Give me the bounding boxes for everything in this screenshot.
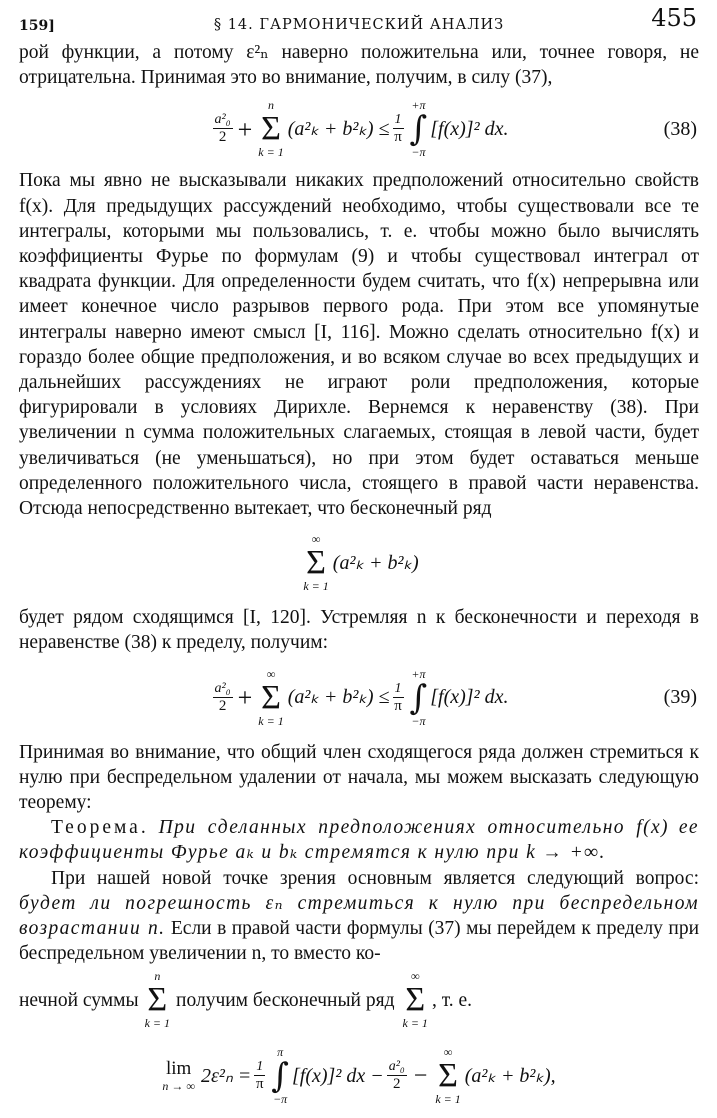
eq38-frac-pi: $\frac{1}{\pi}$ — [394, 112, 402, 146]
eq38-frac-a0: $\frac{\text{a²₀}}{2}$ — [214, 112, 231, 146]
header-title: § 14. ГАРМОНИЧЕСКИЙ АНАЛИЗ — [213, 17, 505, 33]
running-header — [19, 0, 699, 40]
paragraph-4: Принимая во внимание, что общий член сходящегося ряда должен стремиться к нулю при беспредельном удалении от начала, мы можем высказать следующую теорему: — [19, 741, 699, 814]
theorem-line-1: При сделанных предположениях относительно f(x) — [158, 817, 669, 839]
eq-last-sum-body: (a²ₖ + b²ₖ), — [464, 1064, 556, 1087]
series-display — [19, 521, 699, 605]
equation-limit — [19, 1034, 699, 1118]
eq-last-integrand: [f(x)]² dx − — [292, 1064, 384, 1087]
eq-last-minus: − — [413, 1062, 428, 1089]
eq39-integrand: [f(x)]² dx. — [430, 686, 509, 709]
book-page — [19, 0, 699, 1118]
sum-operator: ∞ Σ k = 1 — [258, 666, 284, 728]
theorem — [19, 815, 699, 865]
eq-last-frac-pi: $\frac{1}{\pi}$ — [255, 1059, 264, 1093]
sum-operator: ∞ Σ k = 1 — [435, 1045, 461, 1107]
equation-number-39: (39) — [663, 686, 697, 709]
sum-operator: ∞ Σ k = 1 — [402, 969, 428, 1031]
paragraph-1: рой функции, а потому ε²ₙ наверно положительна или, точнее говоря, не отрицательна. Принимая это во внимание, получим, в силу (37), — [19, 42, 699, 89]
integral-operator: π ∫ −π — [271, 1045, 289, 1107]
eq-last-frac-a0: $\frac{\text{a²₀}}{2}$ — [388, 1059, 405, 1093]
integral-operator: +π ∫ −π — [409, 98, 428, 160]
paragraph-5-tail: Если в правой части формулы (37) мы перейдем к пределу при беспредельном увеличении n, то вместо ко- — [19, 918, 700, 965]
paragraph-5-lead: При нашей новой точке зрения основным является следующий вопрос: — [51, 867, 699, 889]
integral-operator: +π ∫ −π — [409, 666, 428, 728]
eq38-integrand: [f(x)]² dx. — [430, 117, 509, 140]
equation-38: $\frac{\text{a²₀}}{2}$ + n Σ k = 1 (a²ₖ + b²ₖ) ≤ $\frac{1}{\pi}$ +π ∫ −π [f(x)]² dx. (38) — [214, 98, 697, 160]
series-body: (a²ₖ + b²ₖ) — [332, 551, 419, 574]
limit-operator: lim n → ∞ — [162, 1058, 195, 1094]
header-section-ref: 159] — [19, 18, 55, 34]
sums-middle: получим бесконечный ряд — [176, 989, 395, 1011]
theorem-line-2: ее коэффициенты Фурье aₖ и bₖ стремятся к нулю при k → +∞. — [19, 817, 699, 864]
eq-last-lhs: 2ε²ₙ = — [200, 1064, 252, 1087]
equation-number-38: (38) — [663, 117, 697, 140]
eq39-sum-body: (a²ₖ + b²ₖ) ≤ — [287, 686, 390, 709]
sums-line — [19, 966, 699, 1034]
equation-39: $\frac{\text{a²₀}}{2}$ + ∞ Σ k = 1 (a²ₖ + b²ₖ) ≤ $\frac{1}{\pi}$ +π ∫ −π [f(x)]² dx. (39) — [214, 666, 697, 728]
paragraph-2: Пока мы явно не высказывали никаких предположений относительно свойств f(x). Для предыдущих рассуждений необходимо, чтобы существовали все те интегралы, которыми мы пользовались, т. е. чтобы можно было вычислять коэффициенты Фурье по формулам (9) и чтобы существовал интеграл от квадрата функции. Для определенности будем считать, что f(x) непрерывна или имеет конечное число разрывов первого рода. При этом все упомянутые интегралы наверно имеют смысл [I, 116]. Можно сделать относительно f(x) и гораздо более общие предположения, и во всяком случае во всех предыдущих и дальнейших рассуждениях не играют роли предположения, которые фигурировали в условиях Дирихле. Вернемся к неравенству (38). При увеличении n сумма положительных слагаемых, стоящая в левой части, будет увеличиваться (не уменьшаться), но при этом будет оставаться меньше определенного положительного числа, стоящего в правой части неравенства. Отсюда непосредственно вытекает, что бесконечный ряд — [19, 170, 699, 520]
paragraph-3: будет рядом сходящимся [I, 120]. Устремляя n к бесконечности и переходя в неравенстве (38) к пределу, получим: — [19, 607, 699, 654]
theorem-label: Теорема. — [51, 817, 149, 839]
eq39-frac-pi: $\frac{1}{\pi}$ — [394, 680, 402, 714]
sum-operator: n Σ k = 1 — [144, 969, 171, 1031]
page-number: 455 — [651, 4, 697, 32]
sum-operator: n Σ k = 1 — [258, 98, 284, 160]
eq39-frac-a0: $\frac{\text{a²₀}}{2}$ — [214, 680, 231, 714]
paragraph-5-question: будет ли погрешность εₙ стремиться к нулю при беспредельном возрастании n. — [19, 892, 699, 940]
sums-suffix: , т. е. — [431, 989, 473, 1011]
eq38-sum-body: (a²ₖ + b²ₖ) ≤ — [287, 117, 390, 140]
sums-prefix: нечной суммы — [19, 989, 139, 1011]
sum-operator: ∞ Σ k = 1 — [303, 532, 329, 594]
paragraph-5 — [19, 866, 699, 967]
